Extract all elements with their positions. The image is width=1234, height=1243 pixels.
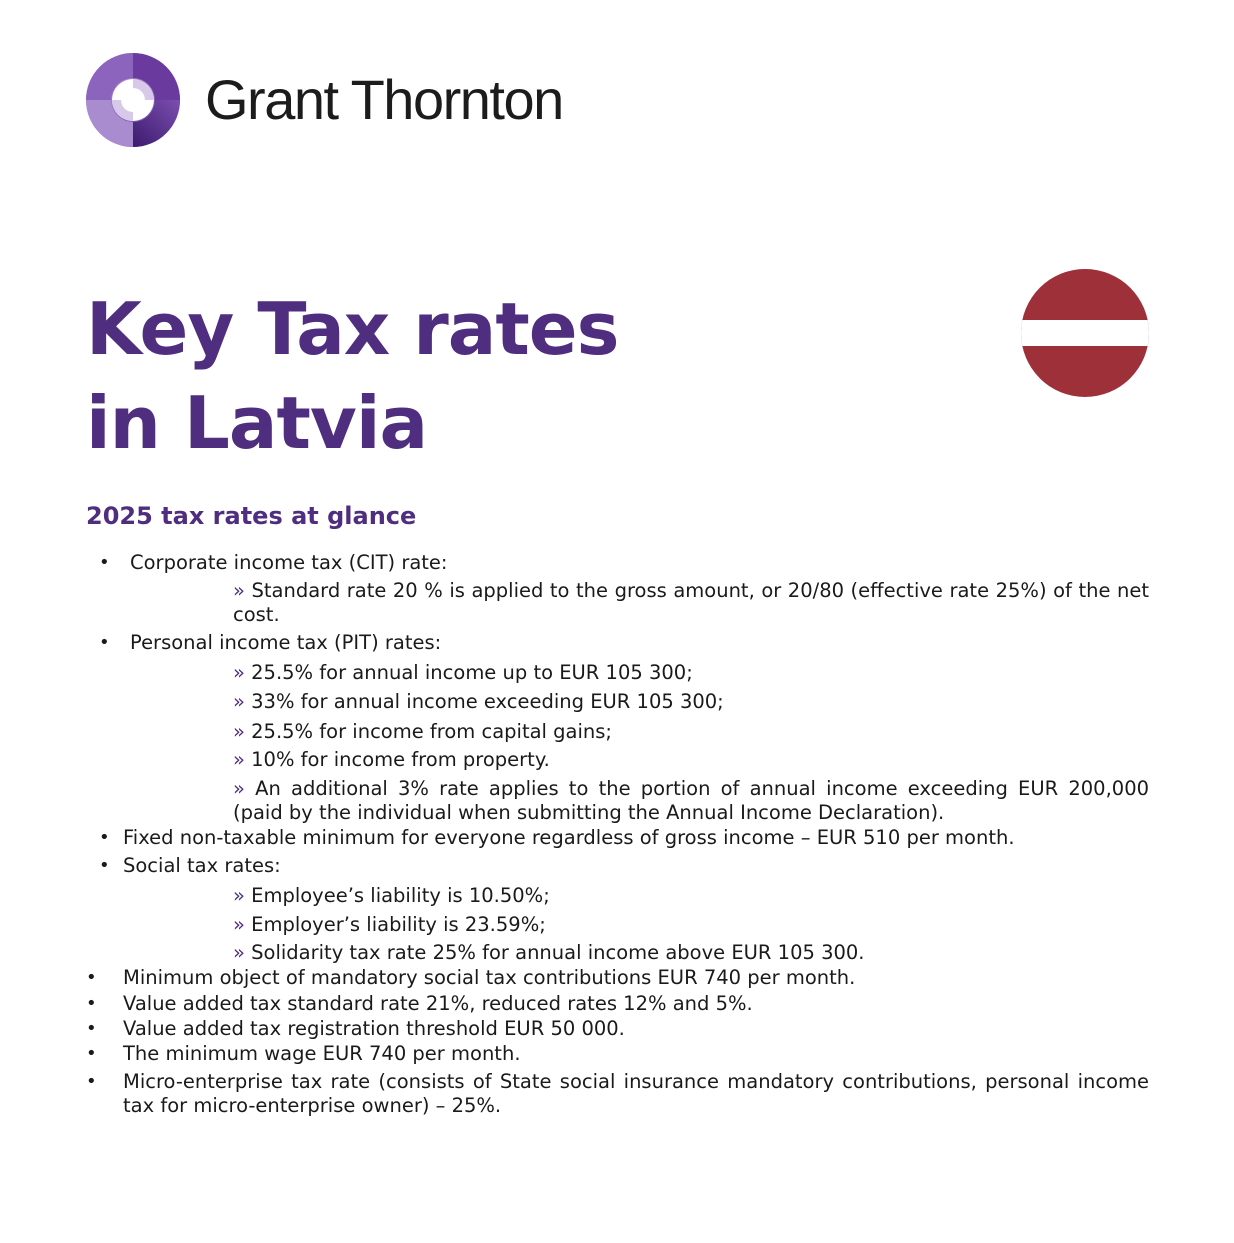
list-item-min-social-object: Minimum object of mandatory social tax contributions EUR 740 per month. [123,966,856,989]
grant-thornton-logo [85,52,563,148]
list-subitem-social-2: » Employer’s liability is 23.59%; [233,913,546,936]
list-subitem-pit-2: » 33% for annual income exceeding EUR 105 300; [233,690,724,713]
sub-marker-icon: » [233,748,245,771]
page-title [86,282,618,470]
sub-marker-icon: » [233,661,245,684]
list-item-micro-enterprise: Micro-enterprise tax rate (consists of State social insurance mandatory contributions, personal income tax for micro-enterprise owner) – 25%. [123,1070,1149,1117]
list-subitem-cit-standard: » Standard rate 20 % is applied to the gross amount, or 20/80 (effective rate 25%) of the net cost. [233,579,1149,626]
list-subitem-pit-4: » 10% for income from property. [233,748,550,771]
title-line-2: in Latvia [86,381,428,465]
list-item-vat-threshold: Value added tax registration threshold EUR 50 000. [123,1017,625,1040]
sub-marker-icon: » [233,941,245,964]
list-subitem-pit-1: » 25.5% for annual income up to EUR 105 300; [233,661,693,684]
bullet-icon: • [86,1018,97,1039]
section-subtitle: 2025 tax rates at glance [86,502,417,530]
bullet-icon: • [99,855,110,876]
list-subitem-social-3: » Solidarity tax rate 25% for annual income above EUR 105 300. [233,941,865,964]
list-subitem-pit-5: » An additional 3% rate applies to the portion of annual income exceeding EUR 200,000 (paid by the individual when submitting the Annual Income Declaration). [233,777,1150,824]
list-item-vat-rates: Value added tax standard rate 21%, reduced rates 12% and 5%. [123,992,753,1015]
sub-marker-icon: » [233,579,245,602]
sub-marker-icon: » [233,884,245,907]
list-item-cit-heading: Corporate income tax (CIT) rate: [130,551,448,574]
brand-name: Grant Thornton [205,68,563,131]
list-item-social-heading: Social tax rates: [123,854,281,877]
sub-marker-icon: » [233,690,245,713]
title-line-1: Key Tax rates [86,287,619,371]
bullet-icon: • [99,552,110,573]
bullet-icon: • [86,993,97,1014]
list-subitem-social-1: » Employee’s liability is 10.50%; [233,884,550,907]
sub-marker-icon: » [233,720,245,743]
latvia-flag-icon [1020,268,1150,398]
list-item-pit-heading: Personal income tax (PIT) rates: [130,631,442,654]
bullet-icon: • [99,632,110,653]
bullet-icon: • [99,827,110,848]
bullet-icon: • [86,1071,97,1092]
sub-marker-icon: » [233,913,245,936]
bullet-icon: • [86,967,97,988]
bullet-icon: • [86,1043,97,1064]
sub-marker-icon: » [233,777,245,800]
list-item-non-taxable-minimum: Fixed non-taxable minimum for everyone regardless of gross income – EUR 510 per month. [123,826,1015,849]
list-subitem-pit-3: » 25.5% for income from capital gains; [233,720,613,743]
list-item-minimum-wage: The minimum wage EUR 740 per month. [123,1042,521,1065]
grant-thornton-logo-mark [85,52,181,148]
